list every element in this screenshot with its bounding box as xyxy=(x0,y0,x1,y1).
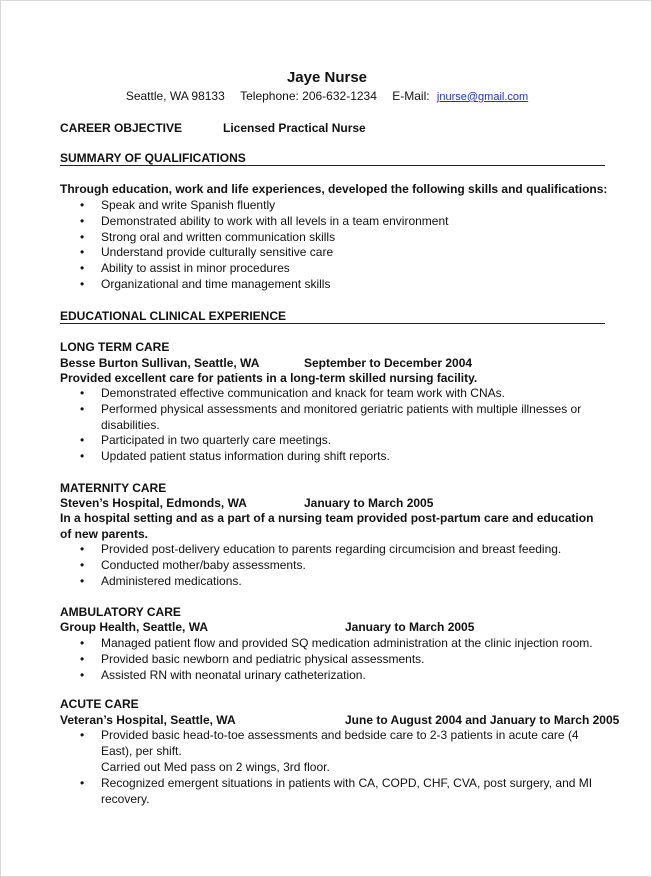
list-item: • Performed physical assessments and monitored geriatric patients with multiple illnesses or disabilities. xyxy=(60,402,605,434)
section-title: MATERNITY CARE xyxy=(60,481,167,495)
address: Seattle, WA 98133 xyxy=(125,89,225,103)
section-description: Provided excellent care for patients in a long-term skilled nursing facility. xyxy=(60,371,478,385)
duties-list xyxy=(60,542,605,589)
list-item: • Conducted mother/baby assessments. xyxy=(60,558,605,574)
list-item: • Provided post-delivery education to parents regarding circumcision and breast feeding. xyxy=(60,542,605,558)
list-item: • Assisted RN with neonatal urinary catheterization. xyxy=(60,668,605,684)
list-item: • Updated patient status information during shift reports. xyxy=(60,449,605,465)
duties-list xyxy=(60,776,605,808)
qualifications-list xyxy=(60,198,605,293)
list-item: • Recognized emergent situations in patients with CA, COPD, CHF, CVA, post surgery, and MI recovery. xyxy=(60,776,605,808)
list-item: • Managed patient flow and provided SQ medication administration at the clinic injection room. xyxy=(60,636,605,652)
dates: September to December 2004 xyxy=(304,356,473,370)
section-title: LONG TERM CARE xyxy=(60,340,170,354)
objective-value: Licensed Practical Nurse xyxy=(223,121,366,135)
organization: Besse Burton Sullivan, Seattle, WA xyxy=(60,356,260,370)
section-title: AMBULATORY CARE xyxy=(60,605,181,619)
list-item: • Understand provide culturally sensitive care xyxy=(60,245,605,261)
objective-label: CAREER OBJECTIVE xyxy=(60,121,183,135)
list-item: • Participated in two quarterly care meetings. xyxy=(60,433,605,449)
telephone: Telephone: 206-632-1234 xyxy=(240,89,377,103)
organization: Group Health, Seattle, WA xyxy=(60,620,209,634)
email-link[interactable]: jnurse@gmail.com xyxy=(436,91,529,103)
list-item: • Ability to assist in minor procedures xyxy=(60,261,605,277)
resume-header xyxy=(1,69,652,105)
dates: June to August 2004 and January to March 2005 xyxy=(345,713,620,727)
organization: Steven’s Hospital, Edmonds, WA xyxy=(60,496,247,510)
list-item: • Administered medications. xyxy=(60,574,605,590)
list-item: • Demonstrated effective communication and knack for team work with CNAs. xyxy=(60,386,605,402)
summary-heading: SUMMARY OF QUALIFICATIONS xyxy=(60,151,246,165)
email-label: E-Mail: xyxy=(392,89,430,103)
section-title: ACUTE CARE xyxy=(60,697,139,711)
dates: January to March 2005 xyxy=(345,620,475,634)
contact-line xyxy=(1,88,652,105)
section-divider xyxy=(60,323,605,324)
list-item: • Speak and write Spanish fluently xyxy=(60,198,605,214)
list-item: • Organizational and time management skills xyxy=(60,277,605,293)
applicant-name: Jaye Nurse xyxy=(286,69,368,86)
organization: Veteran’s Hospital, Seattle, WA xyxy=(60,713,236,727)
section-divider xyxy=(60,165,605,166)
note-line: Carried out Med pass on 2 wings, 3rd floor. xyxy=(101,760,330,774)
list-item: • Demonstrated ability to work with all levels in a team environment xyxy=(60,214,605,230)
duties-list xyxy=(60,386,605,465)
list-item: • Provided basic newborn and pediatric physical assessments. xyxy=(60,652,605,668)
email-block xyxy=(392,89,528,103)
education-heading: EDUCATIONAL CLINICAL EXPERIENCE xyxy=(60,309,287,323)
dates: January to March 2005 xyxy=(304,496,434,510)
duties-list xyxy=(60,636,605,683)
list-item: • Provided basic head-to-toe assessments and bedside care to 2-3 patients in acute care (4 East), per shift. xyxy=(60,728,605,760)
list-item: • Strong oral and written communication skills xyxy=(60,230,605,246)
section-description: In a hospital setting and as a part of a nursing team provided post-partum care and education of new parents. xyxy=(60,511,594,541)
duties-list xyxy=(60,728,605,760)
summary-intro: Through education, work and life experiences, developed the following skills and qualifications: xyxy=(60,182,608,196)
